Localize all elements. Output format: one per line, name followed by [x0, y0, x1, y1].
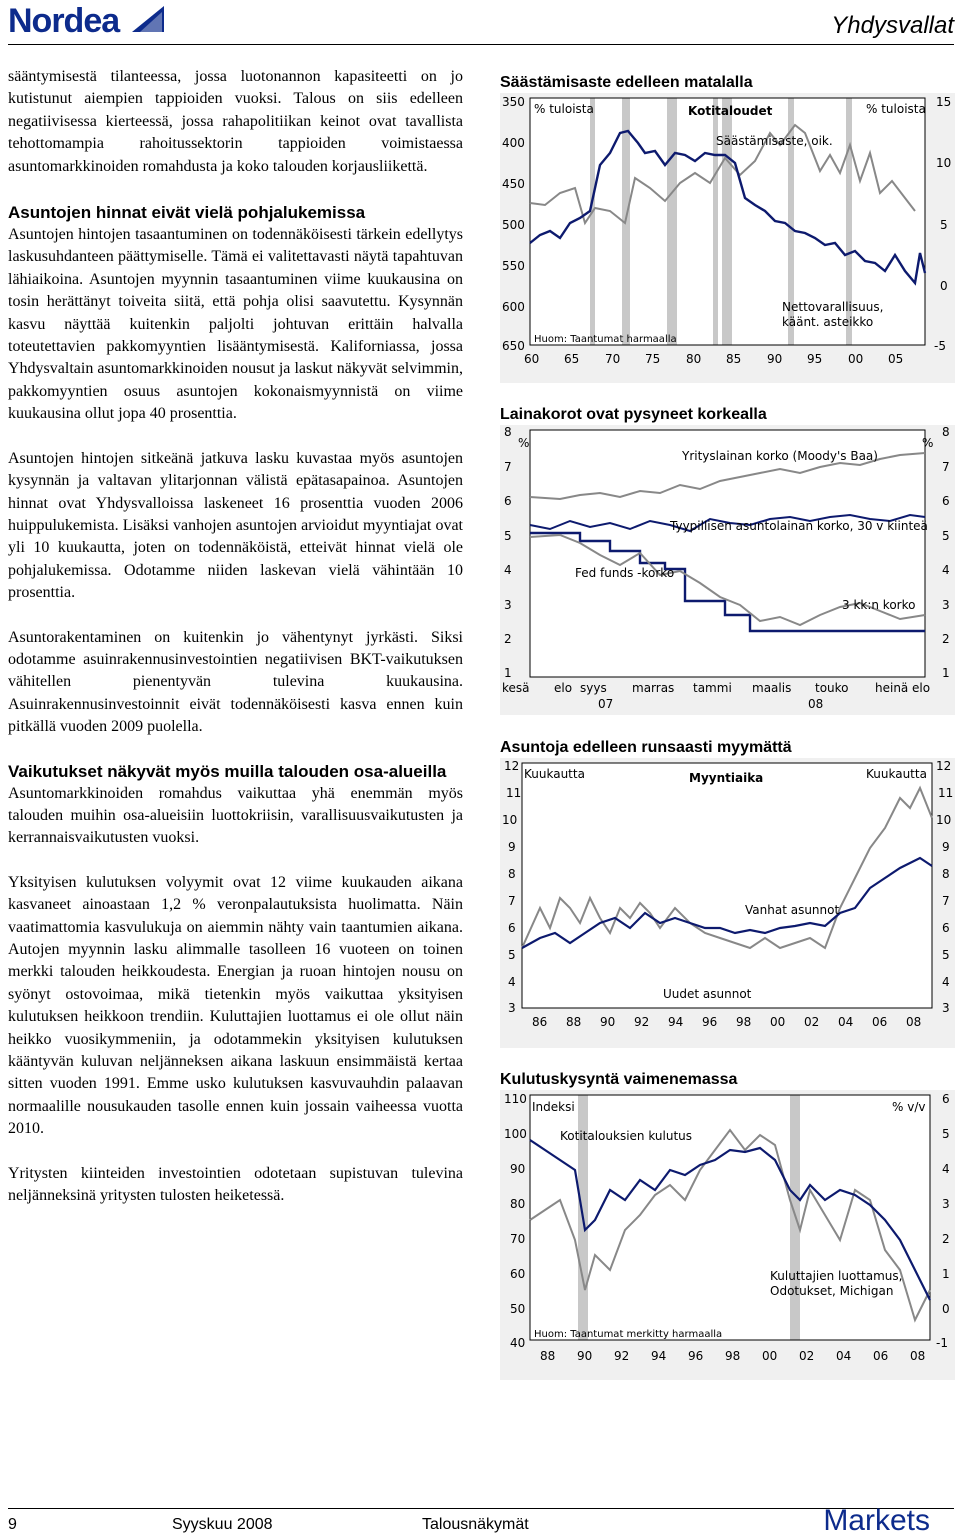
- svg-text:400: 400: [502, 136, 525, 150]
- paragraph-1: sääntymisestä tilanteessa, jossa luotonannon kapasiteetti on jo kutistunut aiempien tappioiden vuoksi. Talous on siis edelleen negatiivisessa kierteessä, jossa rahapolitiikan keinot ovat tavallista tehottomampia rahoitussektorin tappioiden voimistaessa asuntomarkkinoiden romahdusta ja koko talouden korjausliikettä.: [8, 68, 463, 175]
- svg-text:8: 8: [942, 867, 950, 881]
- svg-text:heinä: heinä: [875, 681, 909, 695]
- svg-text:04: 04: [838, 1015, 854, 1029]
- chart4-left-axis: [504, 1092, 527, 1350]
- svg-text:600: 600: [502, 300, 525, 314]
- chart3-left-axis: [502, 759, 521, 1015]
- svg-text:5: 5: [504, 529, 512, 543]
- chart2-x-axis: [502, 681, 930, 711]
- svg-text:10: 10: [502, 813, 518, 827]
- svg-text:05: 05: [888, 352, 904, 366]
- svg-text:9: 9: [508, 840, 516, 854]
- chart2-left-axis: [504, 425, 512, 680]
- chart1-right-axis: [934, 95, 951, 353]
- chart3-right-axis: [936, 759, 953, 1015]
- svg-text:4: 4: [504, 563, 512, 577]
- svg-text:98: 98: [736, 1015, 752, 1029]
- svg-text:08: 08: [906, 1015, 922, 1029]
- svg-text:00: 00: [770, 1015, 786, 1029]
- chart1-note: Huom: Taantumat harmaalla: [534, 334, 677, 345]
- svg-text:6: 6: [942, 921, 950, 935]
- chart4-left-unit: Indeksi: [532, 1100, 575, 1114]
- svg-text:90: 90: [767, 352, 783, 366]
- svg-text:kesä: kesä: [502, 681, 530, 695]
- svg-text:10: 10: [936, 156, 952, 170]
- page-number: 9: [8, 1516, 17, 1533]
- svg-text:65: 65: [564, 352, 580, 366]
- svg-text:9: 9: [942, 840, 950, 854]
- svg-text:4: 4: [508, 975, 516, 989]
- chart2-left-unit: %: [518, 436, 530, 450]
- svg-text:70: 70: [510, 1232, 526, 1246]
- svg-text:8: 8: [504, 425, 512, 439]
- svg-text:60: 60: [510, 1267, 526, 1281]
- chart2-title: Lainakorot ovat pysyneet korkealla: [500, 406, 767, 423]
- chart2-series4-label: 3 kk:n korko: [842, 598, 916, 612]
- chart4-series2-label-b: Odotukset, Michigan: [770, 1284, 894, 1298]
- chart3-series2-label: Uudet asunnot: [663, 987, 752, 1001]
- paragraph-6: Yksityisen kulutuksen volyymit ovat 12 viime kuukauden aikana kasvaneet ainoastaan 1,2 % veronpalautuksista huolimatta. Näin vaatimattomia kasvulukuja on aiemmin nähty vain taantumien aikana. Autojen myynnin lasku alimmalle tasolleen 16 vuoteen on toinen merkki talouden heikkoudesta. Energian ja ruoan hintojen nousu on syönyt ostovoimaa, mikä tietenkin myös vaikuttaa yksityisen kulutuksen heikkoon trendiin. Kuluttajien luottamus ei ole ollut näin heikko vuosikymmeniin, ja odotammekin yksityisen kulutuksen kääntyvän kuluvan neljänneksen aikana laskuun ensimmäistä kertaa sitten vuoden 1991. Emme usko kulutuksen kasvuvauhdin palaavan normaalille nousukauden tasolle ennen kuin jossain vaiheessa vuotta 2010.: [8, 873, 463, 1138]
- chart1-series2-label-b: käänt. asteikko: [782, 315, 874, 329]
- svg-text:-5: -5: [934, 339, 946, 353]
- paragraph-4: Asuntorakentaminen on kuitenkin jo vähentynyt jyrkästi. Siksi odotamme asuinrakennusinvestointien negatiivisen BKT-vaikutuksen vähitellen pienentyvän tulevina kuukausina. Asuinrakennusinvestoinnit eivät todennäköisesti kasva ennen kuin pitkällä vuoden 2009 puolella.: [8, 628, 463, 736]
- heading-prices: Asuntojen hinnat eivät vielä pohjalukemissa: [8, 203, 366, 223]
- chart4-series2-label-a: Kuluttajien luottamus,: [770, 1269, 903, 1283]
- svg-text:elo: elo: [554, 681, 573, 695]
- svg-text:3: 3: [942, 598, 950, 612]
- svg-text:95: 95: [807, 352, 823, 366]
- svg-text:96: 96: [688, 1349, 704, 1363]
- svg-text:5: 5: [508, 948, 516, 962]
- svg-text:7: 7: [942, 894, 950, 908]
- svg-text:elo: elo: [912, 681, 931, 695]
- svg-text:2: 2: [504, 632, 512, 646]
- svg-text:12: 12: [936, 759, 952, 773]
- chart1-right-unit: % tuloista: [866, 102, 926, 116]
- chart3-left-unit: Kuukautta: [524, 767, 585, 781]
- nordea-logo: [8, 2, 168, 42]
- svg-text:syys: syys: [580, 681, 607, 695]
- svg-text:94: 94: [668, 1015, 684, 1029]
- svg-text:02: 02: [804, 1015, 820, 1029]
- svg-text:11: 11: [938, 786, 954, 800]
- svg-text:0: 0: [942, 1302, 950, 1316]
- svg-text:2: 2: [942, 1232, 950, 1246]
- chart1-title: Säästämisaste edelleen matalalla: [500, 74, 753, 91]
- markets-logo: Markets: [823, 1504, 930, 1537]
- svg-text:90: 90: [600, 1015, 616, 1029]
- section-title: Yhdysvallat: [831, 12, 954, 39]
- chart4-series1-label: Kotitalouksien kulutus: [560, 1129, 693, 1143]
- svg-text:12: 12: [504, 759, 520, 773]
- svg-text:08: 08: [808, 697, 824, 711]
- chart2-series1-label: Yrityslainan korko (Moody's Baa): [682, 449, 878, 463]
- chart4-right-axis: [936, 1092, 950, 1350]
- chart2-series3-label: Fed funds -korko: [575, 566, 675, 580]
- svg-text:350: 350: [502, 95, 525, 109]
- svg-text:8: 8: [942, 425, 950, 439]
- heading-effects: Vaikutukset näkyvät myös muilla talouden osa-alueilla: [8, 761, 447, 781]
- svg-text:00: 00: [848, 352, 864, 366]
- svg-text:85: 85: [726, 352, 742, 366]
- svg-text:5: 5: [940, 218, 948, 232]
- chart3-header: Myyntiaika: [689, 771, 764, 785]
- paragraph-5: Asuntomarkkinoiden romahdus vaikuttaa yhä enemmän myös talouden muihin osa-alueisiin luottokriisin, varallisuusvaikutusten ja kerrannaisvaikutusten vuoksi.: [8, 784, 463, 847]
- svg-text:4: 4: [942, 563, 950, 577]
- chart1-savings: [500, 93, 955, 383]
- svg-text:0: 0: [940, 279, 948, 293]
- svg-text:02: 02: [799, 1349, 815, 1363]
- svg-text:500: 500: [502, 218, 525, 232]
- svg-text:88: 88: [540, 1349, 556, 1363]
- svg-text:8: 8: [508, 867, 516, 881]
- svg-text:40: 40: [510, 1336, 526, 1350]
- chart2-right-unit: %: [922, 436, 934, 450]
- svg-text:1: 1: [942, 1267, 950, 1281]
- chart4-x-axis: [540, 1349, 925, 1363]
- svg-text:92: 92: [634, 1015, 650, 1029]
- svg-text:550: 550: [502, 259, 525, 273]
- svg-text:3: 3: [504, 598, 512, 612]
- paragraph-7: Yritysten kiinteiden investointien odotetaan supistuvan tulevina neljänneksinä yritysten tulosten heiketessä.: [8, 1164, 463, 1205]
- chart4-consumption: [500, 1090, 955, 1380]
- svg-text:08: 08: [910, 1349, 926, 1363]
- chart2-rates: [500, 425, 955, 715]
- svg-text:450: 450: [502, 177, 525, 191]
- chart3-months-supply: [500, 758, 955, 1048]
- svg-text:11: 11: [506, 786, 522, 800]
- chart1-x-axis: [524, 352, 903, 366]
- svg-text:-1: -1: [936, 1336, 948, 1350]
- svg-text:5: 5: [942, 529, 950, 543]
- chart3-series1-label: Vanhat asunnot: [745, 903, 840, 917]
- svg-text:15: 15: [936, 95, 952, 109]
- svg-text:96: 96: [702, 1015, 718, 1029]
- svg-text:70: 70: [605, 352, 621, 366]
- chart1-series2-label-a: Nettovarallisuus,: [782, 300, 884, 314]
- svg-text:3: 3: [942, 1197, 950, 1211]
- svg-text:touko: touko: [815, 681, 849, 695]
- svg-text:80: 80: [686, 352, 702, 366]
- chart1-svg: [500, 93, 955, 383]
- footer-publication: Talousnäkymät: [422, 1516, 529, 1533]
- header-rule: [8, 44, 954, 45]
- svg-text:6: 6: [942, 494, 950, 508]
- svg-text:6: 6: [508, 921, 516, 935]
- chart2-series2-label: Tyypillisen asuntolainan korko, 30 v kiinteä: [670, 519, 928, 533]
- svg-text:60: 60: [524, 352, 540, 366]
- brand-name: Nordea: [8, 2, 120, 40]
- chart4-note: Huom: Taantumat merkitty harmaalla: [534, 1329, 723, 1340]
- chart3-title: Asuntoja edelleen runsaasti myymättä: [500, 739, 792, 756]
- chart3-x-axis: [532, 1015, 921, 1029]
- svg-text:88: 88: [566, 1015, 582, 1029]
- svg-text:6: 6: [942, 1092, 950, 1106]
- svg-text:110: 110: [504, 1092, 527, 1106]
- svg-text:7: 7: [504, 460, 512, 474]
- svg-text:98: 98: [725, 1349, 741, 1363]
- svg-text:maalis: maalis: [752, 681, 792, 695]
- svg-text:00: 00: [762, 1349, 778, 1363]
- svg-text:5: 5: [942, 948, 950, 962]
- svg-text:80: 80: [510, 1197, 526, 1211]
- footer-rule: [8, 1508, 954, 1509]
- chart1-left-unit: % tuloista: [534, 102, 594, 116]
- nordea-sail-icon: [128, 4, 168, 36]
- chart3-right-unit: Kuukautta: [866, 767, 927, 781]
- chart4-svg: [500, 1090, 955, 1380]
- chart2-right-axis: [942, 425, 950, 680]
- svg-text:4: 4: [942, 1162, 950, 1176]
- svg-text:50: 50: [510, 1302, 526, 1316]
- paragraph-3: Asuntojen hintojen sitkeänä jatkuva lasku kuvastaa myös asuntojen kysynnän ja valtavan ylitarjonnan välistä epätasapainoa. Asuntojen hinnat ovat Yhdysvalloissa laskeneet 16 prosenttia vuoden 2006 huippulukemista. Lisäksi vanhojen asuntojen arvioidut myyntiajat ovat yli 10 kuukautta, joten on todennäköistä, etteivät hinnat vielä ole pohjalukemissa. Odotamme niiden laskevan vielä vähintään 10 prosenttia.: [8, 449, 463, 602]
- paragraph-2: Asuntojen hintojen tasaantuminen on todennäköisesti tärkein edellytys laskusuhdanteen päättymiselle. Tämä ei valitettavasti näytä tapahtuvan lähiaikoina. Asuntojen myynnin tasaantuminen viime kuukausina on tosin herättänyt toiveita siitä, että pohja olisi saavutettu. Kysynnän kasvu näyttää kuitenkin paljolti johtuvan erittäin halvalla toteutettavien pakkomyyntien lisääntymisestä. Kaliforniassa, jossa Yhdysvaltain asuntomarkkinoiden nousut ja laskut näkyvät selvimmin, pakkomyyntien osuus asuntojen kokonaismyynnistä on viime kuukausina ollut jopa 40 prosenttia.: [8, 226, 463, 423]
- svg-text:92: 92: [614, 1349, 630, 1363]
- svg-text:2: 2: [942, 632, 950, 646]
- chart3-svg: [500, 758, 955, 1048]
- article-body: [8, 52, 463, 1207]
- svg-text:94: 94: [651, 1349, 667, 1363]
- svg-text:7: 7: [508, 894, 516, 908]
- svg-text:06: 06: [872, 1015, 888, 1029]
- svg-text:06: 06: [873, 1349, 889, 1363]
- svg-text:7: 7: [942, 460, 950, 474]
- svg-text:100: 100: [504, 1127, 527, 1141]
- svg-text:tammi: tammi: [693, 681, 732, 695]
- svg-text:1: 1: [504, 666, 512, 680]
- svg-text:marras: marras: [632, 681, 675, 695]
- svg-text:650: 650: [502, 339, 525, 353]
- svg-text:75: 75: [645, 352, 661, 366]
- svg-text:3: 3: [508, 1001, 516, 1015]
- svg-text:3: 3: [942, 1001, 950, 1015]
- svg-text:07: 07: [598, 697, 614, 711]
- svg-text:6: 6: [504, 494, 512, 508]
- svg-text:04: 04: [836, 1349, 852, 1363]
- svg-text:10: 10: [936, 813, 952, 827]
- chart1-series1-label: Säästämisaste, oik.: [716, 134, 833, 148]
- chart1-header: Kotitaloudet: [688, 104, 773, 118]
- chart2-svg: [500, 425, 955, 715]
- svg-text:4: 4: [942, 975, 950, 989]
- footer-date: Syyskuu 2008: [172, 1516, 273, 1533]
- svg-text:1: 1: [942, 666, 950, 680]
- svg-text:90: 90: [510, 1162, 526, 1176]
- chart4-title: Kulutuskysyntä vaimenemassa: [500, 1071, 738, 1088]
- svg-text:86: 86: [532, 1015, 548, 1029]
- chart4-right-unit: % v/v: [892, 1100, 926, 1114]
- chart1-left-axis: [502, 95, 525, 353]
- svg-text:90: 90: [577, 1349, 593, 1363]
- svg-text:5: 5: [942, 1127, 950, 1141]
